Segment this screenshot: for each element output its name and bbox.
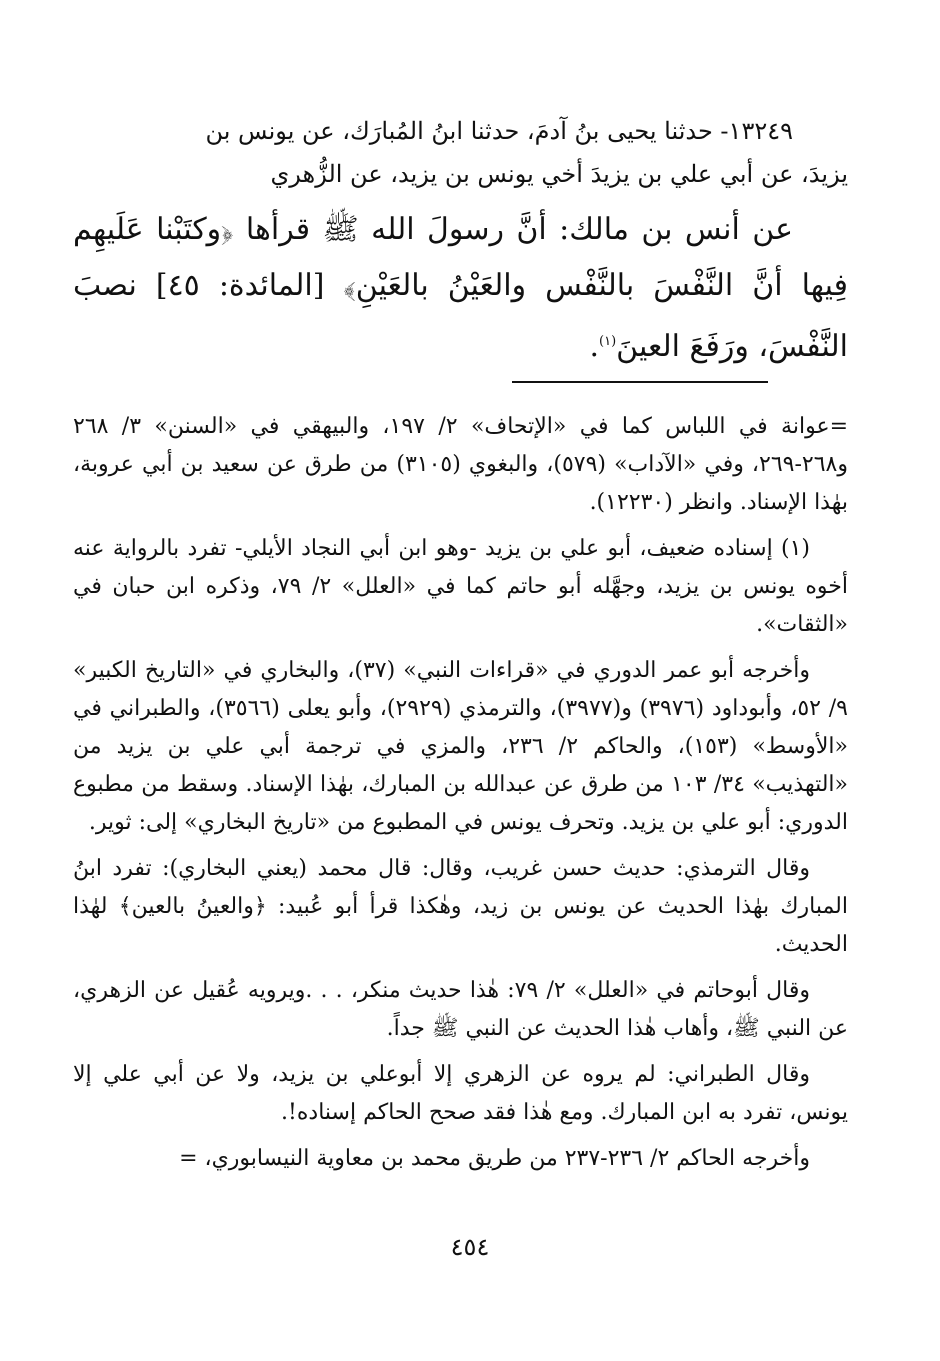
isnad-line-2: يزيدَ، عن أبي علي بن يزيدَ أخي يونس بن يزيد، عن الزُّهري [270,160,848,188]
footnotes [73,408,848,1186]
matn-text: عن أنس بن مالك: أنَّ رسولَ الله ﷺ قرأها ﴿وكتَبْنا عَلَيهِم فِيها أنَّ النَّفْسَ بالنَّفْس والعَيْنُ بالعَيْنِ﴾ [المائدة: ٤٥] نصبَ النَّفْسَ، ورَفَعَ العينَ [73,212,848,364]
footnote-marker: (١) [599,334,617,349]
footnote-paragraph: وأخرجه أبو عمر الدوري في «قراءات النبي» (٣٧)، والبخاري في «التاريخ الكبير» ٩/ ٥٢، وأبوداود (٣٩٧٦) و(٣٩٧٧)، والترمذي (٢٩٢٩)، وأبو يعلى (٣٥٦٦)، والطبراني في «الأوسط» (١٥٣)، والحاكم ٢/ ٢٣٦، والمزي في ترجمة أبي علي بن يزيد من «التهذيب» ٣٤/ ١٠٣ من طرق عن عبدالله بن المبارك، بهٰذا الإسناد. وسقط من مطبوع الدوري: أبو علي بن يزيد. وتحرف يونس في المطبوع من «تاريخ البخاري» إلى: ثوير. [73,658,849,835]
hadith-matn [73,202,848,375]
footnote-paragraph: وأخرجه الحاكم ٢/ ٢٣٦-٢٣٧ من طريق محمد بن معاوية النيسابوري، = [179,1146,810,1171]
footnote-1: (١) إسناده ضعيف، أبو علي بن يزيد -وهو ابن أبي النجاد الأيلي- تفرد بالرواية عنه أخوه يونس بن يزيد، وجهَّله أبو حاتم كما في «العلل» ٢/ ٧٩، وذكره ابن حبان في «الثقات». [73,536,848,637]
hadith-block [73,110,848,375]
footnote-paragraph: وقال أبوحاتم في «العلل» ٢/ ٧٩: هٰذا حديث منكر، . . .ويرويه عُقيل عن الزهري، عن النبي ﷺ، وأهاب هٰذا الحديث عن النبي ﷺ جداً. [73,978,848,1041]
hadith-isnad [73,110,848,196]
footnote-paragraph: وقال الترمذي: حديث حسن غريب، وقال: قال محمد (يعني البخاري): تفرد ابنُ المبارك بهٰذا الحديث عن يونس بن زيد، وهٰكذا قرأ أبو عُبيد: ﴿والعينُ بالعين﴾ لهٰذا الحديث. [73,856,848,957]
footnote-separator [512,381,768,383]
isnad-line-1: ١٣٢٤٩- حدثنا يحيى بنُ آدمَ، حدثنا ابنُ المُبارَك، عن يونس بن [205,117,793,145]
footnote-paragraph: وقال الطبراني: لم يروه عن الزهري إلا أبوعلي بن يزيد، ولا عن أبي علي إلا يونس، تفرد به ابن المبارك. ومع هٰذا فقد صحح الحاكم إسناده!. [73,1062,848,1125]
matn-end: . [589,329,600,364]
footnote-continuation: =عوانة في اللباس كما في «الإتحاف» ٢/ ١٩٧، والبيهقي في «السنن» ٣/ ٢٦٨ و٢٦٨-٢٦٩، وفي «الآداب» (٥٧٩)، والبغوي (٣١٠٥) من طرق عن سعيد بن أبي عروبة، بهٰذا الإسناد. وانظر (١٢٢٣٠). [73,414,849,515]
page-number: ٤٥٤ [450,1233,490,1261]
